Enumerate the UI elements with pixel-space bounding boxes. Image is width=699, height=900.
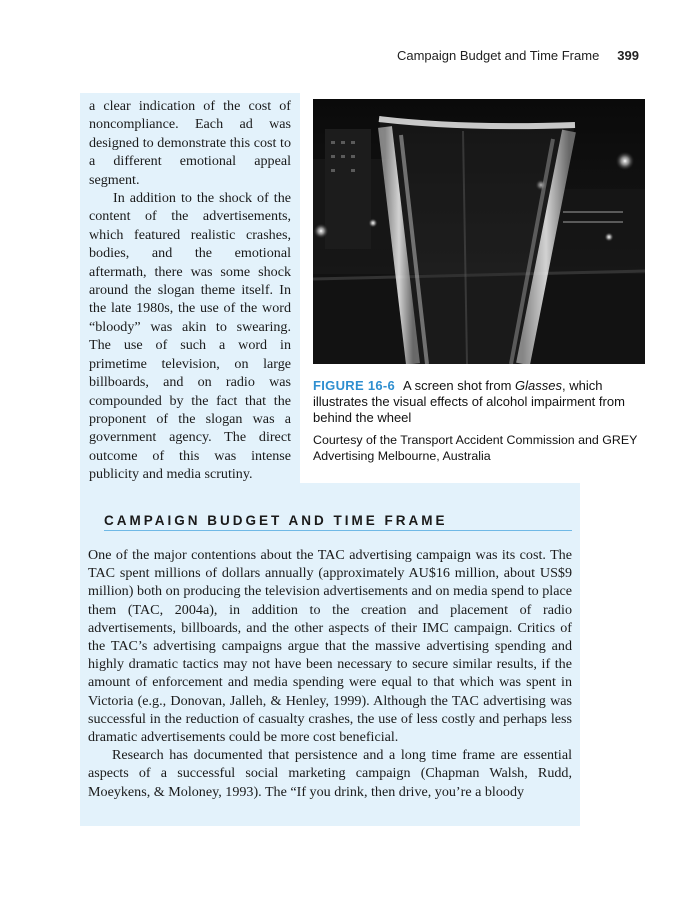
left-paragraph: In addition to the shock of the content of the advertisements, which featured realistic crashes, bodies, and the emotional aftermath, there was some shock around the slogan theme itself. In the late 1980s, the use of the word “bloody” was akin to swearing. The use of such a word in primetime television, on large billboards, and on radio was compounded by the fact that the proponent of the slogan was a government agency. The direct outcome of this was intense publicity and media scrutiny. [89,190,291,483]
figure-credit: Courtesy of the Transport Accident Commission and GREY Advertising Melbourne, Australia [313,433,638,463]
section-heading: CAMPAIGN BUDGET AND TIME FRAME [104,513,572,531]
caption-title: Glasses [515,378,563,393]
section-paragraph: One of the major contentions about the TAC advertising campaign was its cost. The TAC spent millions of dollars annually (approximately AU$16 million, about US$9 million) both on producing the television advertisements and on media spend to place them (TAC, 2004a), in addition to the creation and placement of radio advertisements, billboards, and the other aspects of their IMC campaign. Critics of the TAC’s advertising campaigns argue that the massive advertising spending and highly dramatic tactics may not have been necessary to secure similar results, if the amount of enforcement and media spending were equal to that which was spent in Victoria (e.g., Donovan, Jalleh, & Henley, 1999). Although the TAC advertising was successful in the reduction of casualty crashes, the use of less costly and perhaps less dramatic advertisements could be more cost beneficial. [88,547,572,746]
section-box [80,483,580,826]
figure-label: FIGURE 16-6 [313,378,396,393]
caption-text [313,378,645,426]
left-paragraph: a clear indication of the cost of noncompliance. Each ad was designed to demonstrate this cost to a different emotional appeal segment. [89,98,291,188]
caption-after: , which illustrates the visual effects of alcohol impairment from behind the wheel [313,378,625,425]
drinking-glass-photo-icon [313,99,645,364]
page-number: 399 [617,48,639,63]
running-header [397,48,639,63]
caption-before: A screen shot from [403,378,516,393]
section-body [88,546,572,801]
section-paragraph: Research has documented that persistence and a long time frame are essential aspects of a successful social marketing campaign (Chapman Walsh, Rudd, Moeykens, & Moloney, 1993). The “If you drink, then drive, you’re a bloody [88,747,572,800]
running-title: Campaign Budget and Time Frame [396,48,600,63]
figure-photo [313,99,645,364]
figure-caption [313,378,645,464]
left-text-column [80,93,300,483]
